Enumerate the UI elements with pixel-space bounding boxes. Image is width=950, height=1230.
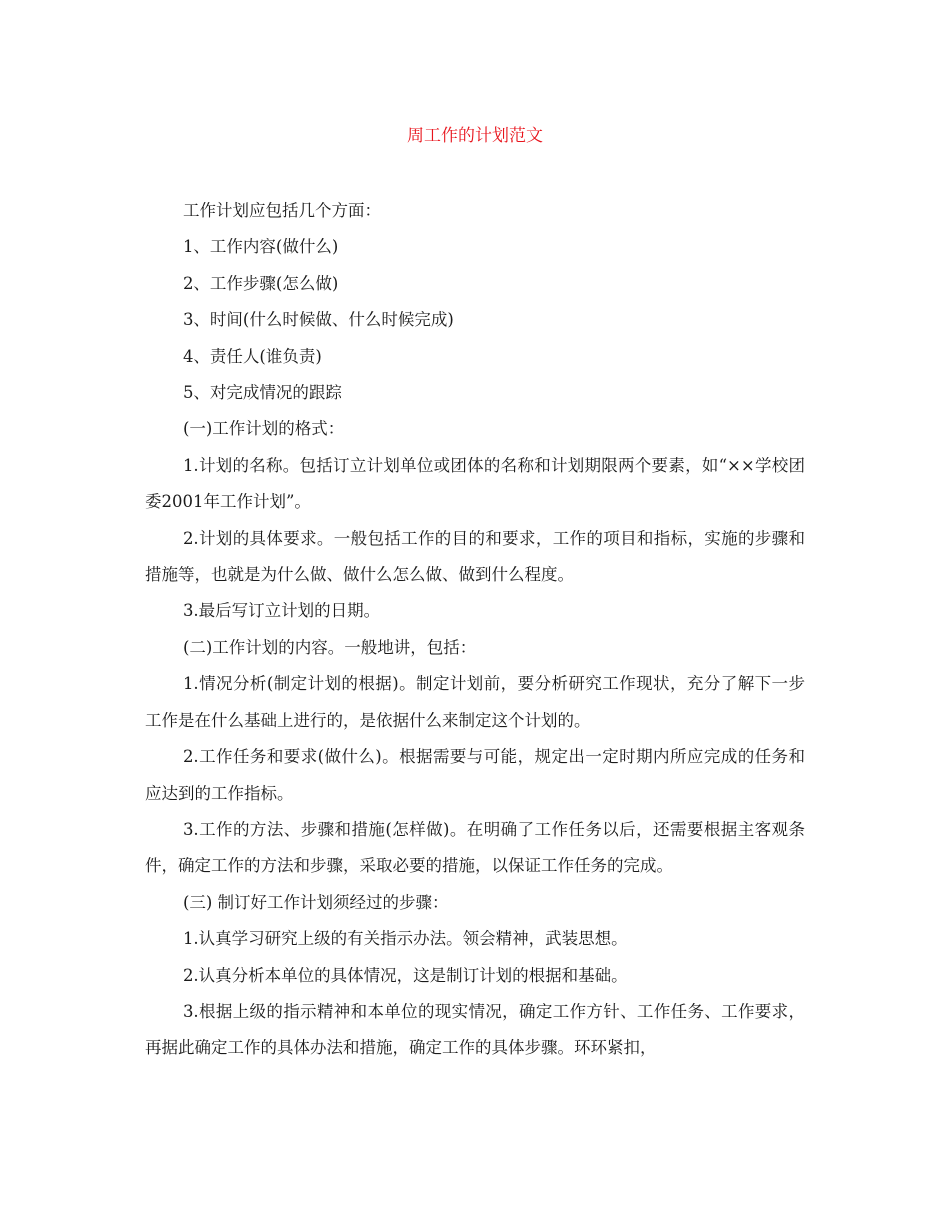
list-item-tracking: 5、对完成情况的跟踪 [182,383,342,403]
paragraph-content-1: 1.情况分析(制定计划的根据)。制定计划前，要分析研究工作现状，充分了解下一步工作是在什么基础上进行的，是依据什么来制定这个计划的。 [145,674,805,730]
paragraph-content-2: 2.工作任务和要求(做什么)。根据需要与可能，规定出一定时期内所应完成的任务和应达到的工作指标。 [145,747,805,803]
paragraph-content-3: 3.工作的方法、步骤和措施(怎样做)。在明确了工作任务以后，还需要根据主客观条件，确定工作的方法和步骤，采取必要的措施，以保证工作任务的完成。 [145,819,805,876]
paragraph-format-1: 1.计划的名称。包括订立计划单位或团体的名称和计划期限两个要素，如“××学校团委2001年工作计划”。 [145,455,805,512]
document-title: 周工作的计划范文 [407,126,543,146]
paragraph-format-2: 2.计划的具体要求。一般包括工作的目的和要求，工作的项目和指标，实施的步骤和措施等，也就是为什么做、做什么怎么做、做到什么程度。 [145,528,805,585]
list-item-owner: 4、责任人(谁负责) [182,346,322,366]
section-heading-content: (二)工作计划的内容。一般地讲，包括： [182,637,477,657]
paragraph-format-3: 3.最后写订立计划的日期。 [182,601,381,621]
paragraph-steps-1: 1.认真学习研究上级的有关指示办法。领会精神，武装思想。 [182,929,628,949]
list-item-content: 1、工作内容(做什么) [182,237,339,257]
section-heading-steps: (三) 制订好工作计划须经过的步骤： [182,892,449,912]
list-item-steps: 2、工作步骤(怎么做) [182,273,339,293]
paragraph-intro: 工作计划应包括几个方面： [182,201,381,220]
paragraph-steps-2: 2.认真分析本单位的具体情况，这是制订计划的根据和基础。 [182,965,628,985]
list-item-time: 3、时间(什么时候做、什么时候完成) [182,310,454,330]
section-heading-format: (一)工作计划的格式： [182,419,345,439]
paragraph-steps-3: 3.根据上级的指示精神和本单位的现实情况，确定工作方针、工作任务、工作要求，再据此确定工作的具体办法和措施，确定工作的具体步骤。环环紧扣， [145,1001,805,1058]
document-body [145,193,805,1067]
